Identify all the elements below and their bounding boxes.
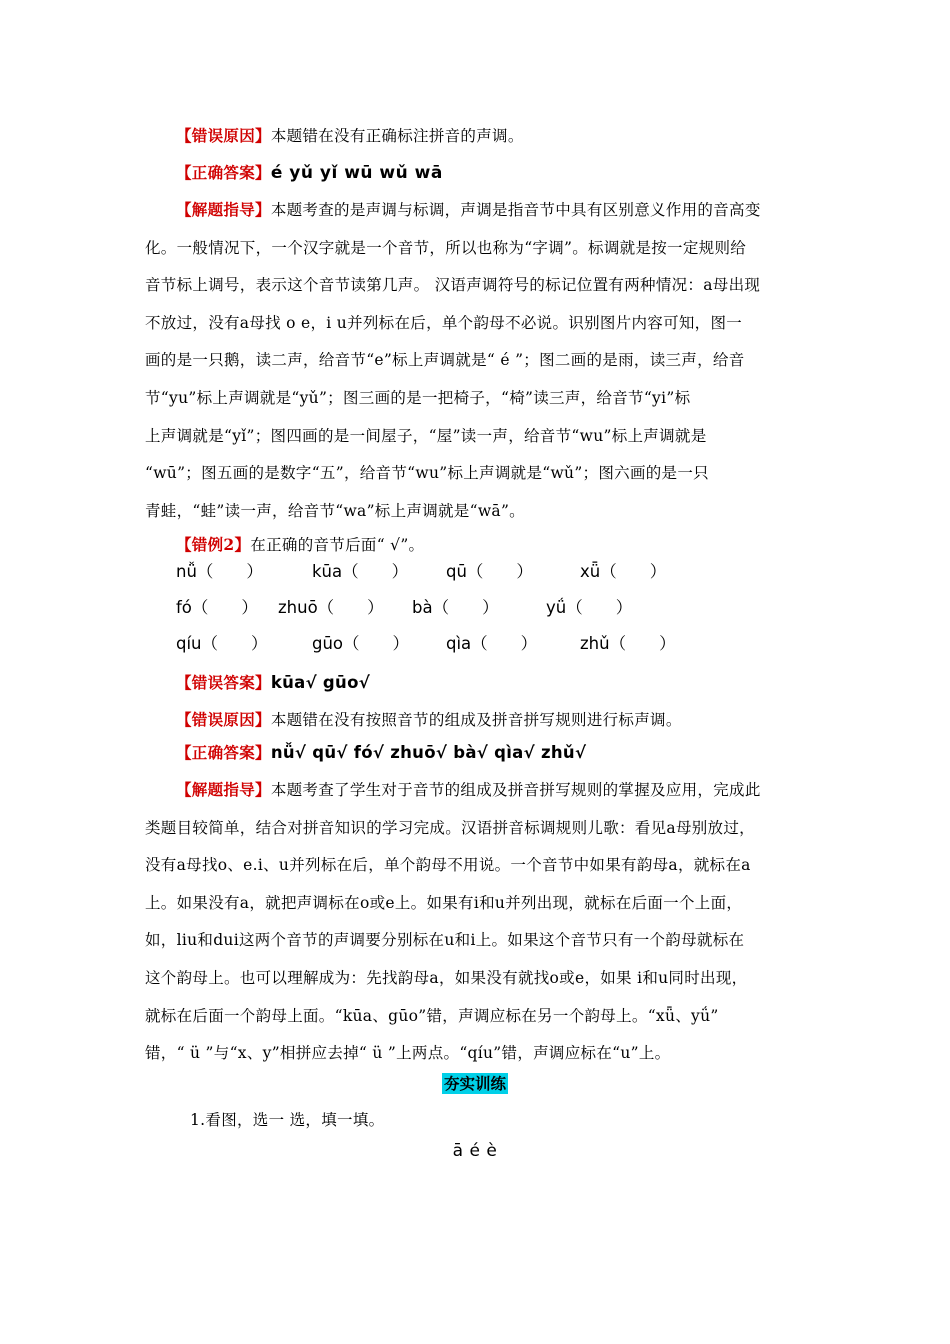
wrong-answer-tag: 【错误答案】 bbox=[176, 673, 271, 692]
syllable-item: nǚ（ ） bbox=[176, 562, 263, 581]
syllable-item: qíu（ ） bbox=[176, 634, 268, 653]
example2-prompt: 在正确的音节后面“ √”。 bbox=[250, 536, 425, 554]
guide-line: 不放过，没有a母找 o e，i u并列标在后，单个韵母不必说。识别图片内容可知，图一 bbox=[145, 313, 743, 332]
answer-tag: 【正确答案】 bbox=[176, 743, 271, 762]
answer-line-1 bbox=[145, 154, 805, 193]
guide-block-2 bbox=[145, 771, 805, 1073]
guide-line: 化。一般情况下，一个汉字就是一个音节，所以也称为“字调”。标调就是按一定规则给 bbox=[145, 238, 747, 257]
wrong-answer-line bbox=[145, 664, 805, 703]
guide-line: 这个韵母上。也可以理解成为：先找韵母a，如果没有就找o或e，如果 i和u同时出现， bbox=[145, 968, 748, 987]
guide-line: 本题考查的是声调与标调，声调是指音节中具有区别意义作用的音高变 bbox=[270, 201, 761, 219]
reason-line-1 bbox=[145, 117, 805, 156]
guide-line: 类题目较简单，结合对拼音知识的学习完成。汉语拼音标调规则儿歌：看见a母别放过， bbox=[145, 818, 755, 837]
training-heading bbox=[0, 1071, 950, 1097]
reason-tag: 【错误原因】 bbox=[176, 710, 271, 729]
syllable-item: yǘ（ ） bbox=[546, 598, 633, 617]
tone-options bbox=[0, 1136, 950, 1166]
guide-line: 音节标上调号，表示这个音节读第几声。 汉语声调符号的标记位置有两种情况：a母出现 bbox=[145, 276, 761, 295]
training-title: 夯实训练 bbox=[443, 1074, 506, 1093]
guide-line: 节“yu”标上声调就是“yǔ”；图三画的是一把椅子，“椅”读三声，给音节“yi”标 bbox=[145, 388, 691, 407]
guide-block-1 bbox=[145, 191, 805, 530]
guide-line: 如，liu和dui这两个音节的声调要分别标在u和i上。如果这个音节只有一个韵母就标在 bbox=[145, 931, 745, 950]
answer-line-2 bbox=[145, 734, 805, 773]
guide-line: 本题考查了学生对于音节的组成及拼音拼写规则的掌握及应用，完成此 bbox=[270, 781, 761, 799]
wrong-answer-text: kūa√ gūo√ bbox=[270, 673, 371, 692]
syllable-item: qū（ ） bbox=[446, 562, 533, 581]
guide-line: 上。如果没有a，就把声调标在o或e上。如果有i和u并列出现，就标在后面一个上面， bbox=[145, 893, 743, 912]
answer-text: nǚ√ qū√ fó√ zhuō√ bà√ qìa√ zhǔ√ bbox=[270, 743, 587, 762]
guide-line: 错，“ ü ”与“x、y”相拼应去掉“ ü ”上两点。“qíu”错，声调应标在“u”上。 bbox=[145, 1044, 671, 1063]
example2-tag: 【错例2】 bbox=[176, 535, 251, 554]
reason-tag: 【错误原因】 bbox=[176, 126, 271, 145]
syllable-item: gūo（ ） bbox=[312, 634, 410, 653]
guide-line: 上声调就是“yǐ”；图四画的是一间屋子，“屋”读一声，给音节“wu”标上声调就是 bbox=[145, 426, 707, 445]
reason-text: 本题错在没有按照音节的组成及拼音拼写规则进行标声调。 bbox=[270, 711, 682, 729]
guide-line: “wū”；图五画的是数字“五”，给音节“wu”标上声调就是“wǔ”；图六画的是一只 bbox=[145, 464, 709, 483]
syllable-item: qìa（ ） bbox=[446, 634, 538, 653]
guide-tag: 【解题指导】 bbox=[176, 780, 271, 799]
syllable-item: xǖ（ ） bbox=[580, 562, 667, 581]
question-1-text: 1.看图，选一 选，填一填。 bbox=[190, 1111, 385, 1129]
syllable-item: fó（ ） bbox=[176, 598, 258, 617]
syllable-item: zhuō（ ） bbox=[278, 598, 384, 617]
answer-tag: 【正确答案】 bbox=[176, 163, 271, 182]
tone-options-text: ā é è bbox=[452, 1141, 498, 1161]
question-1 bbox=[190, 1102, 850, 1140]
answer-text: é yǔ yǐ wū wǔ wā bbox=[270, 163, 443, 183]
guide-line: 没有a母找o、e.i、u并列标在后，单个韵母不用说。一个音节中如果有韵母a，就标在a bbox=[145, 856, 751, 875]
guide-line: 就标在后面一个韵母上面。“kūa、gūo”错，声调应标在另一个韵母上。“xǖ、yǘ” bbox=[145, 1006, 719, 1025]
syllable-item: zhǔ（ ） bbox=[580, 634, 676, 653]
guide-tag: 【解题指导】 bbox=[176, 200, 271, 219]
reason-text: 本题错在没有正确标注拼音的声调。 bbox=[270, 127, 524, 145]
guide-line: 青蛙，“蛙”读一声，给音节“wa”标上声调就是“wā”。 bbox=[145, 501, 525, 520]
syllable-item: bà（ ） bbox=[412, 598, 499, 617]
syllable-item: kūa（ ） bbox=[312, 562, 409, 581]
guide-line: 画的是一只鹅，读二声，给音节“e”标上声调就是“ é ”；图二画的是雨，读三声，给音 bbox=[145, 351, 745, 370]
